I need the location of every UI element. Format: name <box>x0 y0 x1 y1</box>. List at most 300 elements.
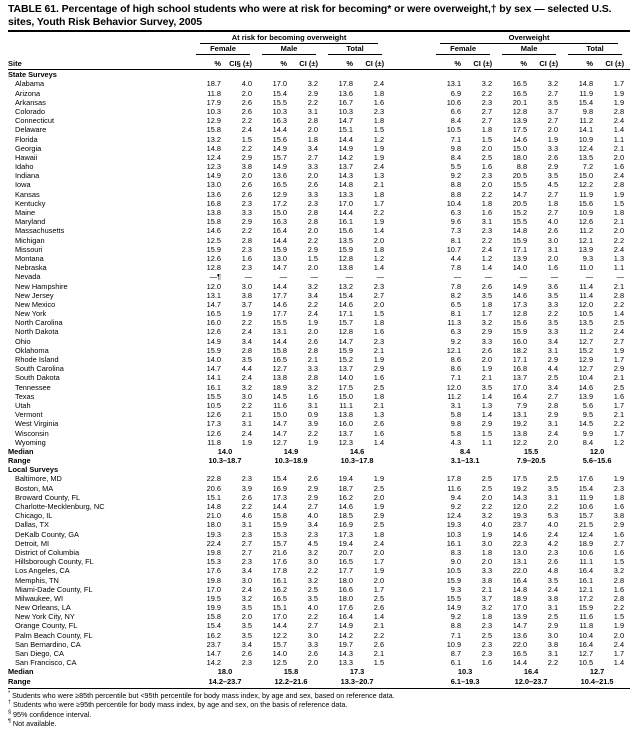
gap-cell <box>390 401 432 410</box>
ci-cell: 2.0 <box>481 492 493 502</box>
gap-cell <box>390 116 432 125</box>
ci-cell: 3.3 <box>307 639 318 649</box>
pct-cell: 10.5 <box>578 309 594 319</box>
ci-cell: 2.6 <box>241 189 252 199</box>
ci-cell: 1.5 <box>307 253 318 263</box>
pct-cell: 5.8 <box>450 428 462 438</box>
ci-cell: 3.5 <box>547 97 559 107</box>
ci-cell: 3.2 <box>241 593 252 603</box>
pct-cell: 8.4 <box>450 152 462 162</box>
ci-cell: 3.8 <box>547 593 559 603</box>
pct-cell: 18.7 <box>338 483 353 493</box>
ci-cell: 3.0 <box>547 630 559 640</box>
pct-cell: 14.6 <box>512 529 528 539</box>
pct-cell: 4.4 <box>450 253 462 263</box>
ci-cell: 1.4 <box>373 226 385 236</box>
ci-cell: 1.3 <box>373 410 385 420</box>
table-row <box>8 631 630 640</box>
ci-cell: 1.4 <box>481 410 493 420</box>
ci-cell: 2.4 <box>241 584 252 594</box>
subgroup-male: Male <box>498 44 564 55</box>
table-row <box>8 401 630 410</box>
ci-cell: 1.4 <box>613 658 625 668</box>
pct-cell: 16.4 <box>578 639 594 649</box>
pct-cell: 14.9 <box>206 171 221 181</box>
ci-cell: 1.4 <box>373 612 385 622</box>
pct-cell: 14.7 <box>206 364 221 374</box>
pct-cell: 15.5 <box>446 593 462 603</box>
pct-cell: 10.9 <box>446 639 462 649</box>
pct-cell: 10.5 <box>578 658 594 668</box>
pct-cell: 15.3 <box>206 557 221 567</box>
ci-cell: 2.9 <box>307 88 318 98</box>
ci-cell: 1.6 <box>481 658 493 668</box>
pct-cell: 15.0 <box>272 410 287 420</box>
table-row <box>8 116 630 125</box>
ci-cell: 1.7 <box>373 584 385 594</box>
pct-cell: 12.8 <box>338 327 353 337</box>
ci-cell: 3.4 <box>547 336 559 346</box>
pct-cell: 14.7 <box>272 428 287 438</box>
pct-cell: 12.9 <box>272 189 287 199</box>
pct-cell: 12.4 <box>446 511 462 521</box>
table-row <box>8 208 630 217</box>
pct-cell: 14.6 <box>206 226 221 236</box>
pct-cell: 7.1 <box>450 373 462 383</box>
ci-cell: 2.9 <box>547 355 559 364</box>
ci-cell: 2.3 <box>241 244 252 254</box>
ci-cell: 3.2 <box>481 603 493 613</box>
pct-header: % <box>324 55 353 70</box>
site-cell: Hawaii <box>15 152 38 162</box>
ci-cell: 3.5 <box>307 593 318 603</box>
ci-cell: 1.8 <box>373 391 385 401</box>
pct-cell: 9.8 <box>450 143 462 153</box>
summary-value: 14.0 <box>217 446 233 456</box>
ci-cell: 3.8 <box>547 639 559 649</box>
site-cell: Hillsborough County, FL <box>15 557 94 567</box>
ci-header: CI (±) <box>461 55 498 70</box>
subgroup-total: Total <box>564 44 630 55</box>
pct-cell: 17.3 <box>206 419 221 429</box>
pct-cell: 12.2 <box>512 437 528 447</box>
gap-cell <box>390 282 432 291</box>
pct-cell: 16.8 <box>206 198 221 208</box>
gap-cell <box>390 474 432 483</box>
ci-cell: 3.5 <box>241 603 252 613</box>
ci-cell: 3.2 <box>481 318 493 328</box>
ci-cell: 3.5 <box>481 290 493 300</box>
ci-cell: 2.1 <box>373 345 385 355</box>
ci-cell: 1.5 <box>373 658 385 668</box>
ci-cell: 2.0 <box>547 437 559 447</box>
summary-value: 14.6 <box>349 446 365 456</box>
pct-cell: 17.0 <box>512 382 528 392</box>
pct-cell: 10.9 <box>578 208 594 217</box>
gap-cell <box>390 217 432 226</box>
summary-value: 12.2–21.6 <box>274 676 308 686</box>
table-row <box>8 171 630 180</box>
pct-cell: 23.7 <box>206 639 221 649</box>
ci-cell: 2.9 <box>241 217 252 227</box>
pct-cell: 8.6 <box>450 355 462 364</box>
pct-cell: 7.3 <box>450 226 462 236</box>
ci-cell: 4.2 <box>547 538 559 548</box>
ci-cell: 1.9 <box>613 189 625 199</box>
ci-cell: 3.1 <box>547 492 559 502</box>
table-row <box>8 557 630 566</box>
ci-cell: 2.0 <box>373 492 385 502</box>
gap-cell <box>390 364 432 373</box>
table-row <box>8 79 630 88</box>
site-cell: Baltimore, MD <box>15 474 62 484</box>
pct-cell: 11.9 <box>579 88 594 98</box>
pct-cell: 15.9 <box>578 603 594 613</box>
ci-cell: 3.3 <box>241 208 252 217</box>
ci-cell: 2.1 <box>241 410 252 420</box>
summary-value: 10.3–17.8 <box>340 456 374 466</box>
pct-cell: 11.4 <box>579 290 594 300</box>
pct-cell: 12.8 <box>512 106 528 116</box>
ci-cell: 3.7 <box>241 299 252 309</box>
summary-value: 8.4 <box>459 446 471 456</box>
ci-cell: 2.8 <box>307 217 318 227</box>
site-cell: Connecticut <box>15 116 55 126</box>
ci-cell: 4.4 <box>241 364 252 374</box>
gap-cell <box>390 98 432 107</box>
gap-cell <box>390 272 432 281</box>
ci-cell: 3.3 <box>481 336 493 346</box>
ci-cell: 2.7 <box>613 336 625 346</box>
ci-cell: 2.4 <box>613 244 625 254</box>
ci-cell: 1.6 <box>373 97 385 107</box>
gap-cell <box>390 410 432 419</box>
subgroup-female: Female <box>432 44 498 55</box>
ci-cell: 2.0 <box>481 355 493 364</box>
pct-cell: 14.4 <box>272 235 287 245</box>
table-row <box>8 89 630 98</box>
table-row <box>8 603 630 612</box>
pct-cell: 16.5 <box>512 88 528 98</box>
ci-cell: 1.7 <box>613 79 625 89</box>
site-cell: Tennessee <box>15 382 51 392</box>
site-cell: South Dakota <box>15 373 60 383</box>
pct-cell: 15.8 <box>206 612 221 622</box>
ci-cell: 3.2 <box>241 382 252 392</box>
pct-cell: 16.1 <box>578 575 594 585</box>
pct-cell: 15.9 <box>338 345 353 355</box>
site-cell: Miami-Dade County, FL <box>15 584 93 594</box>
ci-cell: 3.0 <box>241 281 252 291</box>
gap-cell <box>390 438 432 447</box>
ci-cell: 4.0 <box>307 511 318 521</box>
pct-cell: 7.9 <box>516 400 528 410</box>
pct-cell: 12.1 <box>578 235 594 245</box>
pct-cell: 13.5 <box>338 235 353 245</box>
summary-value: 17.3 <box>349 667 365 677</box>
ci-cell: 2.1 <box>481 584 493 594</box>
ci-cell: 2.5 <box>547 474 559 484</box>
ci-header: CI (±) <box>353 55 390 70</box>
column-header-row <box>8 55 630 70</box>
ci-cell: 3.0 <box>481 538 493 548</box>
ci-cell: 2.5 <box>307 584 318 594</box>
ci-cell: 3.8 <box>241 162 252 172</box>
pct-cell: 14.9 <box>272 143 287 153</box>
table-row <box>8 144 630 153</box>
ci-cell: 2.3 <box>241 557 252 567</box>
ci-cell: 2.0 <box>373 235 385 245</box>
ci-header: CI (±) <box>287 55 324 70</box>
pct-cell: 17.3 <box>338 529 353 539</box>
gap-cell <box>390 55 432 70</box>
ci-cell: 2.6 <box>547 152 559 162</box>
site-cell: Charlotte-Mecklenburg, NC <box>15 502 105 511</box>
site-cell: Montana <box>15 253 44 263</box>
pct-cell: 13.3 <box>338 189 353 199</box>
ci-cell: 2.9 <box>481 327 493 337</box>
ci-cell: 2.1 <box>373 621 385 631</box>
ci-cell: — <box>550 272 559 282</box>
pct-cell: 16.4 <box>512 575 528 585</box>
pct-cell: 13.8 <box>338 263 353 273</box>
site-cell: Vermont <box>15 410 43 420</box>
pct-cell: 14.8 <box>512 584 528 594</box>
section-label-row <box>8 465 630 474</box>
ci-cell: 2.5 <box>481 474 493 484</box>
pct-cell: 6.5 <box>450 299 462 309</box>
ci-cell: 1.9 <box>373 143 385 153</box>
ci-cell: 1.8 <box>547 198 559 208</box>
pct-cell: — <box>279 272 287 282</box>
ci-cell: 1.1 <box>481 437 493 447</box>
summary-value: 15.8 <box>283 667 299 677</box>
pct-cell: 16.2 <box>206 630 221 640</box>
ci-cell: 2.9 <box>373 364 385 374</box>
pct-cell: 16.7 <box>338 97 353 107</box>
pct-cell: 8.6 <box>450 364 462 374</box>
pct-cell: 13.1 <box>206 290 221 300</box>
pct-cell: 12.1 <box>578 584 594 594</box>
summary-value: 6.1–19.3 <box>450 676 480 686</box>
pct-cell: 20.5 <box>512 171 528 181</box>
summary-value: 10.3 <box>457 667 473 677</box>
pct-cell: 8.4 <box>450 116 462 126</box>
pct-cell: 13.2 <box>338 281 353 291</box>
pct-cell: 14.6 <box>338 299 353 309</box>
ci-cell: 2.9 <box>241 152 252 162</box>
data-table <box>8 33 630 686</box>
ci-cell: 3.4 <box>241 566 252 576</box>
ci-cell: 3.0 <box>307 630 318 640</box>
pct-cell: 10.4 <box>446 198 462 208</box>
footnote <box>8 710 630 720</box>
gap-cell <box>390 539 432 548</box>
ci-cell: 2.2 <box>613 419 625 429</box>
ci-cell: 2.1 <box>307 355 318 364</box>
pct-cell: 13.6 <box>338 88 353 98</box>
pct-cell: 13.1 <box>512 557 528 567</box>
ci-cell: 2.6 <box>307 649 318 658</box>
ci-cell: 2.8 <box>613 290 625 300</box>
pct-cell: 3.1 <box>450 400 462 410</box>
ci-cell: 3.5 <box>241 630 252 640</box>
pct-cell: 17.7 <box>272 290 287 300</box>
site-cell: Orange County, FL <box>15 621 78 631</box>
gap-cell <box>390 594 432 603</box>
pct-cell: 16.1 <box>446 538 462 548</box>
group-label: At risk for becoming overweight <box>200 33 378 44</box>
pct-cell: 13.9 <box>578 244 594 254</box>
pct-cell: 18.2 <box>512 345 528 355</box>
ci-cell: 2.1 <box>373 649 385 658</box>
ci-cell: 2.4 <box>241 428 252 438</box>
pct-cell: 11.0 <box>579 263 594 273</box>
ci-cell: 2.5 <box>613 382 625 392</box>
pct-cell: 21.0 <box>206 511 221 521</box>
ci-cell: 2.4 <box>481 244 493 254</box>
ci-cell: 2.3 <box>481 171 493 181</box>
pct-cell: 13.8 <box>272 373 287 383</box>
ci-cell: 2.7 <box>241 538 252 548</box>
gap-cell <box>390 89 432 98</box>
pct-cell: 4.3 <box>450 437 462 447</box>
pct-cell: 11.1 <box>579 557 594 567</box>
ci-cell: 2.5 <box>373 382 385 392</box>
pct-cell: 14.3 <box>338 649 353 658</box>
ci-cell: 2.4 <box>307 309 318 319</box>
footnotes <box>8 688 630 729</box>
pct-cell: 15.7 <box>272 538 287 548</box>
pct-cell: 12.7 <box>272 437 287 447</box>
gap-cell <box>390 107 432 116</box>
ci-cell: 1.4 <box>481 391 493 401</box>
pct-cell: 15.9 <box>206 244 221 254</box>
ci-cell: 3.4 <box>307 290 318 300</box>
summary-value: 10.3–18.9 <box>274 456 308 466</box>
ci-cell: 2.1 <box>613 373 625 383</box>
table-row <box>8 272 630 281</box>
ci-cell: 2.3 <box>241 658 252 668</box>
pct-cell: 16.1 <box>338 217 353 227</box>
pct-cell: 19.8 <box>206 575 221 585</box>
summary-label: Median <box>8 667 34 677</box>
gap-cell <box>390 153 432 162</box>
ci-cell: 2.6 <box>547 226 559 236</box>
site-cell: Utah <box>15 400 31 410</box>
ci-cell: 3.1 <box>547 345 559 355</box>
site-cell: Broward County, FL <box>15 492 81 502</box>
table-row <box>8 300 630 309</box>
table-row <box>8 226 630 235</box>
pct-cell: 19.7 <box>338 639 353 649</box>
ci-cell: 2.6 <box>373 419 385 429</box>
ci-cell: 2.8 <box>613 106 625 116</box>
ci-cell: 2.8 <box>307 208 318 217</box>
ci-cell: 2.1 <box>613 281 625 291</box>
pct-cell: 12.0 <box>512 502 528 511</box>
pct-cell: 17.7 <box>338 566 353 576</box>
site-cell: North Carolina <box>15 318 63 328</box>
pct-cell: 15.4 <box>272 474 287 484</box>
gap-cell <box>390 180 432 189</box>
ci-cell: 1.7 <box>373 557 385 567</box>
ci-cell: 2.1 <box>613 410 625 420</box>
pct-cell: 13.3 <box>338 658 353 668</box>
pct-cell: 11.3 <box>447 318 462 328</box>
ci-cell: 2.7 <box>481 106 493 116</box>
site-cell: New Jersey <box>15 290 54 300</box>
ci-cell: 2.7 <box>481 116 493 126</box>
pct-cell: 15.6 <box>272 134 287 144</box>
ci-cell: 2.0 <box>481 557 493 567</box>
group-header-at-risk <box>192 33 390 44</box>
gap-cell <box>390 144 432 153</box>
ci-cell: 2.8 <box>307 116 318 126</box>
pct-header: % <box>432 55 461 70</box>
ci-cell: 1.7 <box>481 309 493 319</box>
pct-cell: 19.3 <box>446 520 462 530</box>
pct-cell: 16.6 <box>338 584 353 594</box>
pct-cell: 14.6 <box>578 382 594 392</box>
gap-cell <box>390 254 432 263</box>
summary-value: 12.7 <box>589 667 605 677</box>
pct-cell: 12.7 <box>578 649 594 658</box>
pct-cell: 12.6 <box>206 327 221 337</box>
table-row <box>8 484 630 493</box>
site-cell: Rhode Island <box>15 355 59 364</box>
pct-cell: 19.3 <box>206 529 221 539</box>
gap-cell <box>390 585 432 594</box>
site-cell: New Orleans, LA <box>15 603 71 613</box>
pct-cell: 17.1 <box>338 309 353 319</box>
footnote-marker: § <box>8 709 11 716</box>
pct-cell: 11.6 <box>273 400 287 410</box>
summary-value: 18.0 <box>217 667 233 677</box>
ci-cell: 1.6 <box>613 529 625 539</box>
pct-cell: 18.0 <box>338 593 353 603</box>
pct-cell: 12.0 <box>446 382 462 392</box>
site-cell: South Carolina <box>15 364 64 374</box>
ci-cell: 3.1 <box>241 520 252 530</box>
summary-label: Range <box>8 676 31 686</box>
pct-cell: 16.1 <box>206 382 221 392</box>
ci-cell: 2.6 <box>373 603 385 613</box>
pct-cell: 13.0 <box>512 547 528 557</box>
pct-cell: 18.9 <box>512 593 528 603</box>
pct-cell: 12.4 <box>578 529 594 539</box>
table-row <box>8 254 630 263</box>
pct-cell: 13.9 <box>512 253 528 263</box>
pct-cell: 10.5 <box>446 125 462 135</box>
pct-cell: 8.1 <box>450 309 462 319</box>
pct-cell: 13.5 <box>578 152 594 162</box>
pct-cell: 17.6 <box>272 557 287 567</box>
subgroup-female: Female <box>192 44 258 55</box>
pct-cell: 13.8 <box>338 410 353 420</box>
ci-cell: 2.7 <box>547 189 559 199</box>
pct-cell: 7.2 <box>582 162 594 172</box>
pct-cell: 14.0 <box>206 355 221 364</box>
ci-cell: 4.0 <box>547 520 559 530</box>
median-row <box>8 667 630 676</box>
ci-cell: 1.8 <box>373 189 385 199</box>
ci-cell: 1.8 <box>373 529 385 539</box>
pct-cell: 10.5 <box>206 400 221 410</box>
pct-cell: 20.5 <box>512 198 528 208</box>
pct-cell: 10.6 <box>578 547 594 557</box>
ci-cell: 3.0 <box>241 391 252 401</box>
